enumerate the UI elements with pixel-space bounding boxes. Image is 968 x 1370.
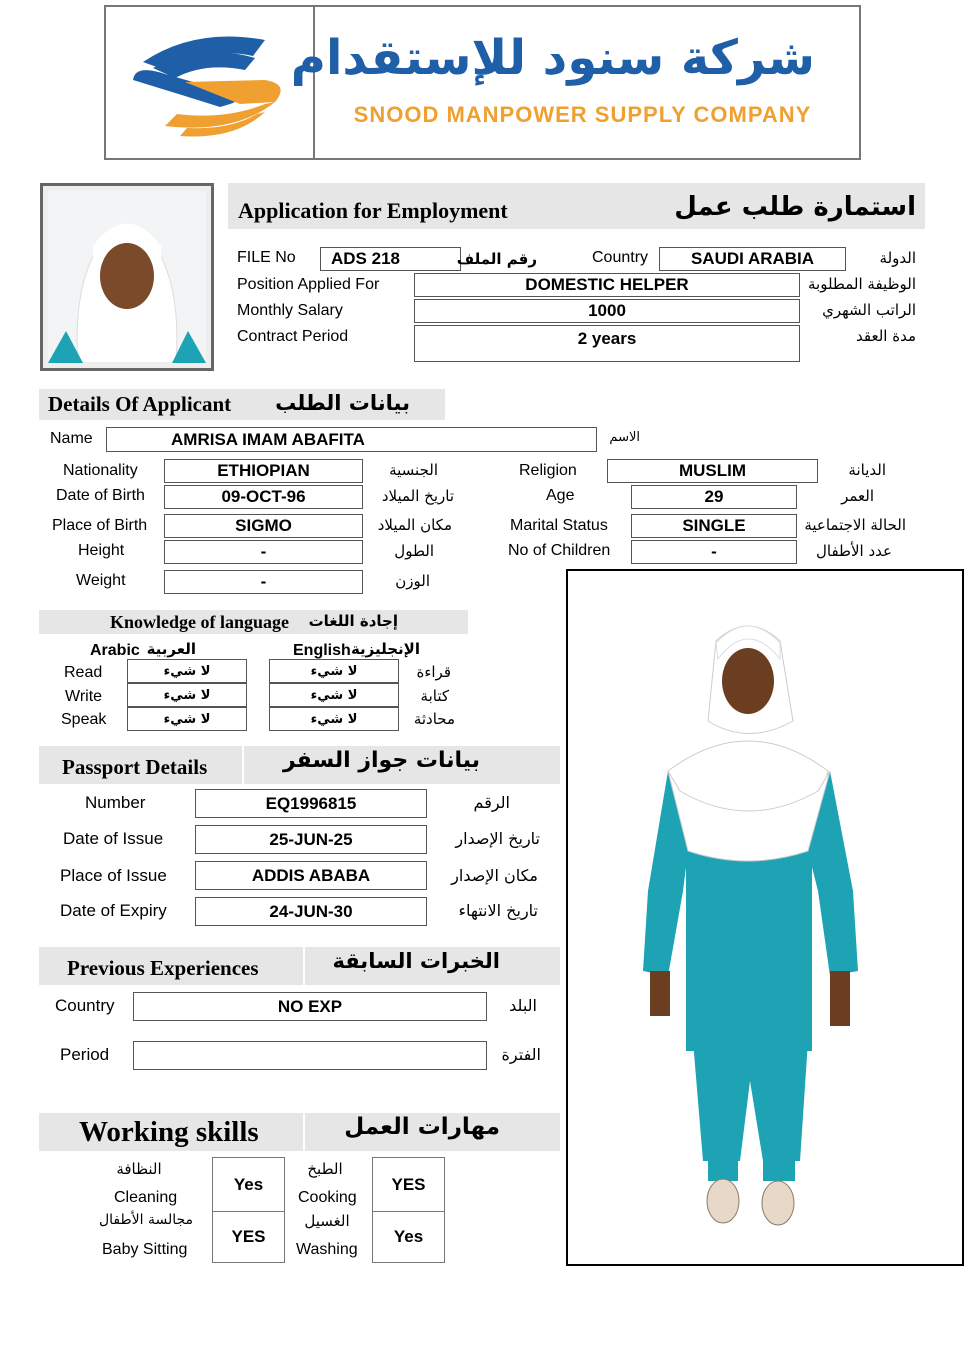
issue-date-ar: تاريخ الإصدار: [455, 829, 540, 848]
religion-ar: الديانة: [848, 461, 886, 479]
issue-date-value: 25-JUN-25: [195, 825, 427, 854]
skills-title-en: Working skills: [79, 1116, 259, 1148]
nationality-label: Nationality: [63, 462, 138, 479]
company-name-arabic: شركة سنود للإستقدام: [290, 30, 815, 86]
issue-date-label: Date of Issue: [63, 829, 164, 848]
height-ar: الطول: [394, 542, 434, 560]
babysitting-ar: مجالسة الأطفال: [98, 1212, 194, 1228]
english-read-value: لا شيء: [269, 659, 399, 683]
cooking-value: YES: [372, 1157, 445, 1212]
company-logo-icon: [125, 22, 295, 142]
age-value: 29: [631, 485, 797, 509]
language-title-en: Knowledge of language: [110, 612, 290, 632]
height-label: Height: [78, 542, 125, 559]
write-label: Write: [65, 688, 103, 705]
nationality-value: ETHIOPIAN: [164, 459, 363, 483]
applicant-portrait-photo: [40, 183, 214, 371]
marital-label: Marital Status: [510, 517, 608, 534]
passport-number-ar: الرقم: [473, 793, 510, 812]
salary-value: 1000: [414, 299, 800, 323]
arabic-speak-value: لا شيء: [127, 707, 247, 731]
applicant-full-body-photo: [566, 569, 964, 1266]
exp-country-label: Country: [55, 996, 115, 1015]
passport-number-label: Number: [85, 793, 146, 812]
skills-title-ar: مهارات العمل: [344, 1114, 500, 1140]
arabic-write-value: لا شيء: [127, 683, 247, 707]
country-ar: الدولة: [879, 249, 916, 267]
name-value: AMRISA IMAM ABAFITA: [106, 427, 597, 452]
experience-title-divider: [303, 947, 305, 985]
applicant-title-ar: بيانات الطلب: [275, 391, 410, 415]
marital-value: SINGLE: [631, 514, 797, 538]
weight-value: -: [164, 570, 363, 594]
company-name-english: SNOOD MANPOWER SUPPLY COMPANY: [353, 102, 812, 127]
dob-ar: تاريخ الميلاد: [381, 487, 454, 505]
issue-place-value: ADDIS ABABA: [195, 861, 427, 890]
read-label: Read: [64, 664, 103, 681]
washing-value: Yes: [372, 1211, 445, 1263]
issue-place-label: Place of Issue: [60, 866, 167, 885]
country-value: SAUDI ARABIA: [659, 247, 846, 271]
country-label: Country: [592, 249, 649, 266]
application-title-ar: استمارة طلب عمل: [674, 192, 916, 222]
english-label: English: [293, 642, 351, 659]
arabic-label: Arabic: [90, 642, 140, 659]
expiry-ar: تاريخ الانتهاء: [458, 901, 538, 920]
arabic-read-value: لا شيء: [127, 659, 247, 683]
children-value: -: [631, 540, 797, 564]
position-value: DOMESTIC HELPER: [414, 273, 800, 297]
religion-value: MUSLIM: [607, 459, 818, 483]
children-ar: عدد الأطفال: [816, 542, 892, 560]
marital-ar: الحالة الاجتماعية: [804, 516, 906, 534]
position-label: Position Applied For: [237, 276, 380, 293]
passport-number-value: EQ1996815: [195, 789, 427, 818]
pob-value: SIGMO: [164, 514, 363, 538]
passport-title-en: Passport Details: [62, 755, 208, 779]
name-label: Name: [50, 430, 93, 447]
nationality-ar: الجنسية: [389, 461, 438, 479]
name-ar: الاسم: [609, 430, 640, 445]
washing-label: Washing: [296, 1241, 358, 1258]
contract-value: 2 years: [414, 325, 800, 362]
pob-label: Place of Birth: [52, 517, 148, 534]
application-title-en: Application for Employment: [238, 198, 508, 223]
cleaning-ar: النظافة: [116, 1160, 162, 1178]
expiry-label: Date of Expiry: [60, 901, 167, 920]
applicant-title-en: Details Of Applicant: [48, 392, 232, 416]
language-title-ar: إجادة اللغات: [308, 612, 398, 630]
english-speak-value: لا شيء: [269, 707, 399, 731]
babysitting-value: YES: [212, 1211, 285, 1263]
cooking-ar: الطبخ: [307, 1160, 343, 1178]
period-label: Period: [60, 1045, 110, 1064]
speak-label: Speak: [61, 711, 107, 728]
english-write-value: لا شيء: [269, 683, 399, 707]
pob-ar: مكان الميلاد: [377, 516, 452, 534]
weight-label: Weight: [76, 572, 126, 589]
file-no-label: FILE No: [237, 249, 296, 266]
age-ar: العمر: [841, 487, 874, 505]
salary-ar: الراتب الشهري: [822, 301, 916, 319]
dob-label: Date of Birth: [56, 487, 145, 504]
babysitting-label: Baby Sitting: [102, 1241, 188, 1258]
weight-ar: الوزن: [395, 572, 430, 590]
passport-title-ar: بيانات جواز السفر: [282, 748, 480, 773]
height-value: -: [164, 540, 363, 564]
religion-label: Religion: [519, 462, 577, 479]
washing-ar: الغسيل: [304, 1212, 350, 1230]
position-ar: الوظيفة المطلوبة: [808, 275, 916, 293]
write-ar: كتابة: [420, 687, 449, 705]
period-value: [133, 1041, 487, 1070]
read-ar: قراءة: [416, 663, 451, 681]
exp-country-value: NO EXP: [133, 992, 487, 1021]
arabic-ar: العربية: [146, 640, 196, 658]
salary-label: Monthly Salary: [237, 302, 343, 319]
age-label: Age: [546, 487, 575, 504]
passport-title-divider: [242, 746, 244, 784]
file-no-ar: رقم الملف: [456, 250, 537, 268]
cleaning-value: Yes: [212, 1157, 285, 1212]
exp-country-ar: البلد: [509, 996, 537, 1015]
expiry-value: 24-JUN-30: [195, 897, 427, 926]
children-label: No of Children: [508, 542, 611, 559]
cooking-label: Cooking: [298, 1189, 357, 1206]
speak-ar: محادثة: [413, 710, 455, 728]
contract-label: Contract Period: [237, 328, 349, 345]
file-no-value: ADS 218: [320, 247, 461, 271]
period-ar: الفترة: [501, 1045, 541, 1064]
experience-title-ar: الخبرات السابقة: [332, 949, 500, 973]
english-ar: الإنجليزية: [350, 640, 420, 658]
cleaning-label: Cleaning: [114, 1189, 178, 1206]
contract-ar: مدة العقد: [856, 327, 916, 345]
dob-value: 09-OCT-96: [164, 485, 363, 509]
experience-title-en: Previous Experiences: [67, 956, 259, 980]
issue-place-ar: مكان الإصدار: [451, 866, 538, 885]
skills-title-divider: [303, 1113, 305, 1151]
